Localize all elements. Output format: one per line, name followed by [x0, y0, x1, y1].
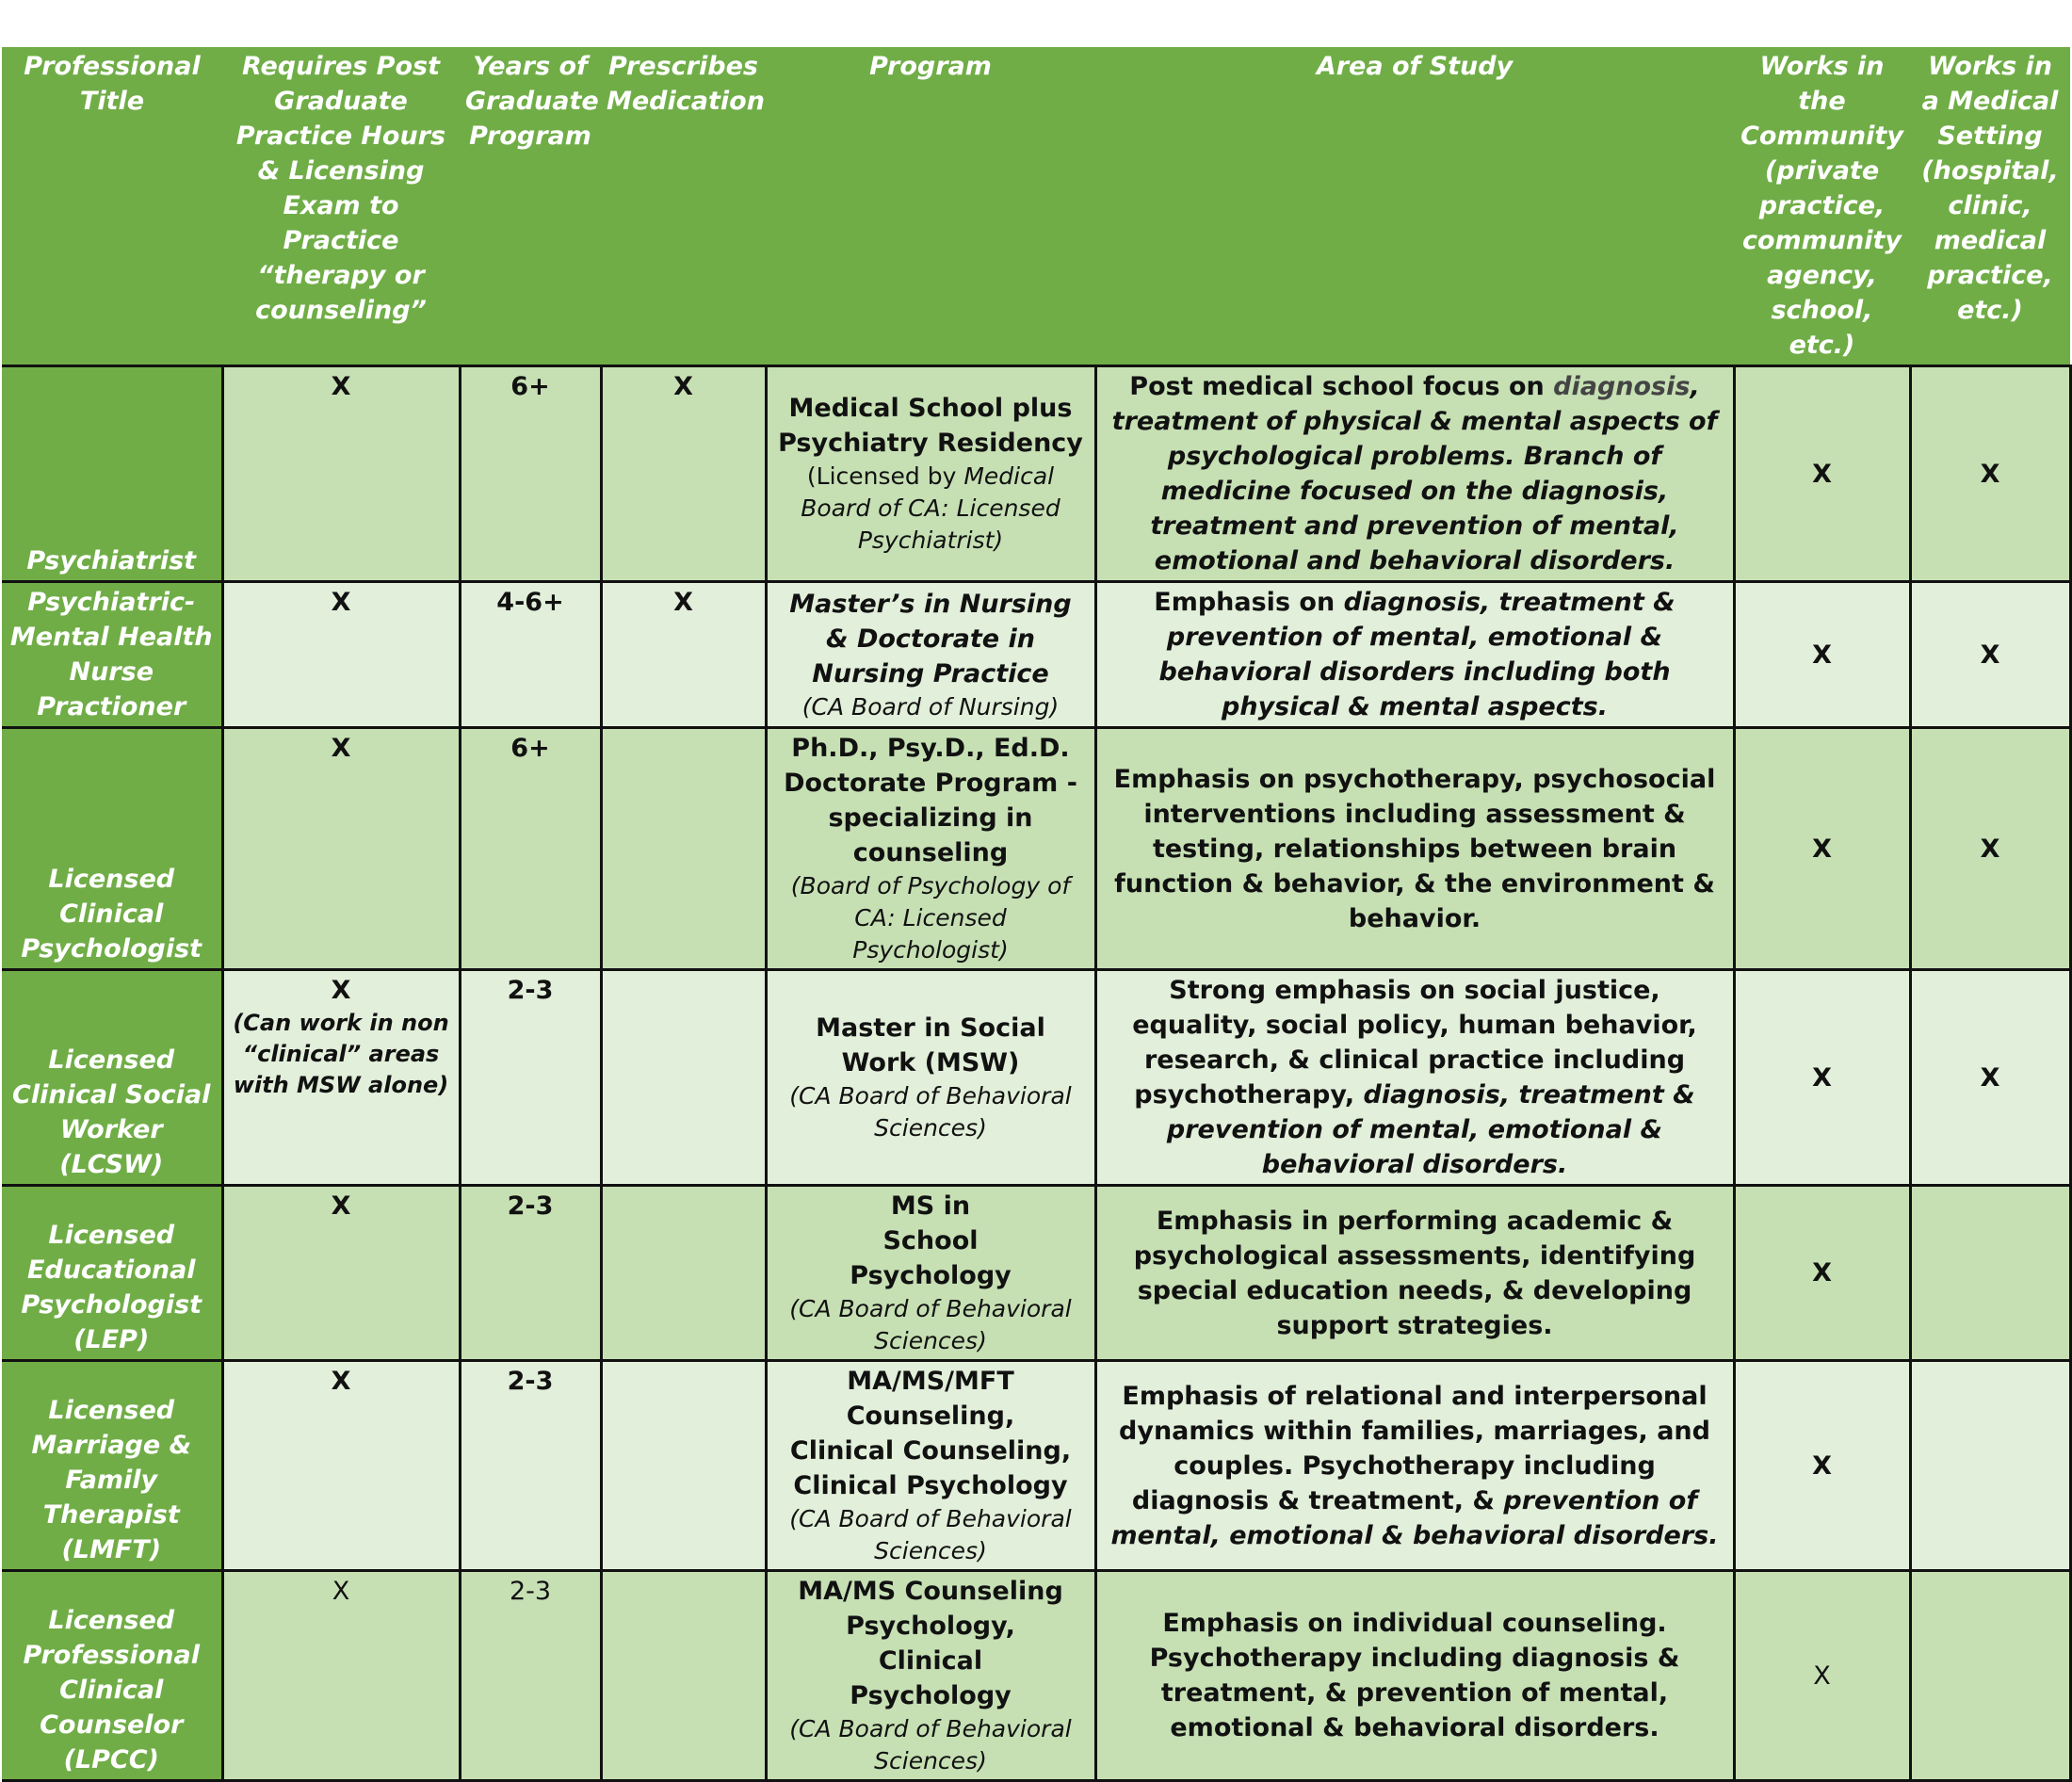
program-name: Psychology — [850, 1261, 1012, 1290]
program-cell — [766, 1186, 1095, 1361]
community-cell: X — [1734, 1186, 1910, 1361]
program-name: Psychology — [850, 1681, 1012, 1710]
table-row — [2, 1361, 2070, 1571]
program-name: MA/MS/MFT — [847, 1367, 1014, 1396]
years-cell: 2-3 — [460, 970, 601, 1186]
row-title: Licensed Clinical Social Worker (LCSW) — [2, 970, 222, 1186]
years-cell: 2-3 — [460, 1571, 601, 1781]
license-board: (CA Board of Behavioral Sciences) — [789, 1505, 1072, 1564]
program-name: Ph.D., Psy.D., Ed.D. Doctorate Program - specializing in counseling — [784, 734, 1077, 867]
header-years: Years of Graduate Program — [460, 47, 601, 366]
area-cell — [1095, 366, 1734, 582]
header-professional-title: Professional Title — [2, 47, 222, 366]
area-text-b: diagnosis, treatment & prevention of mental, emotional & behavioral disorders. — [1166, 1080, 1695, 1179]
prescribes-cell: X — [601, 366, 766, 582]
prescribes-cell — [601, 1571, 766, 1781]
area-text-b: diagnosis, treatment & prevention of mental, emotional & behavioral disorders including both physical & mental aspects. — [1158, 588, 1675, 721]
prescribes-cell — [601, 728, 766, 970]
header-works-medical: Works in a Medical Setting (hospital, clinic, medical practice, etc.) — [1910, 47, 2070, 366]
requires-note: (Can work in non “clinical” areas with MSW alone) — [233, 1010, 449, 1098]
program-cell — [766, 582, 1095, 728]
medical-cell: X — [1910, 582, 2070, 728]
header-area-of-study: Area of Study — [1095, 47, 1734, 366]
medical-cell: X — [1910, 366, 2070, 582]
program-cell — [766, 970, 1095, 1186]
program-name: MS in — [890, 1191, 971, 1221]
row-title: Psychiatrist — [2, 366, 222, 582]
program-cell — [766, 366, 1095, 582]
license-prefix: (Licensed by — [806, 462, 964, 490]
program-name: Psychology, — [846, 1612, 1015, 1641]
row-title: Licensed Clinical Psychologist — [2, 728, 222, 970]
requires-cell: X — [222, 1186, 460, 1361]
area-cell: Emphasis on individual counseling. Psychotherapy including diagnosis & treatment, & prevention of mental, emotional & behavioral disorders. — [1095, 1571, 1734, 1781]
program-name: Master in Social Work (MSW) — [816, 1013, 1045, 1077]
header-program: Program — [766, 47, 1095, 366]
community-cell: X — [1734, 1571, 1910, 1781]
area-text-c: , treatment of physical & mental aspects of psychological problems. Branch of medicine focused on the diagnosis, treatment and prevention of mental, emotional and behavioral disorders. — [1111, 372, 1718, 575]
years-cell: 2-3 — [460, 1186, 601, 1361]
license-board: (CA Board of Behavioral Sciences) — [789, 1082, 1072, 1142]
header-row — [2, 47, 2070, 366]
area-cell — [1095, 970, 1734, 1186]
program-name: Clinical — [878, 1646, 983, 1676]
years-cell: 6+ — [460, 728, 601, 970]
medical-cell: X — [1910, 970, 2070, 1186]
table-row — [2, 582, 2070, 728]
table-row — [2, 728, 2070, 970]
prescribes-cell — [601, 1186, 766, 1361]
area-cell — [1095, 1361, 1734, 1571]
prescribes-cell — [601, 970, 766, 1186]
header-requires-hours: Requires Post Graduate Practice Hours & Licensing Exam to Practice “therapy or counseling” — [222, 47, 460, 366]
area-text-b: prevention of mental, emotional & behavioral disorders. — [1110, 1485, 1719, 1550]
program-name: & Doctorate in Nursing Practice — [812, 624, 1049, 688]
header-works-community: Works in the Community (private practice, community agency, school, etc.) — [1734, 47, 1910, 366]
license-board: (Board of Psychology of CA: Licensed Psychologist) — [790, 872, 1071, 964]
table-row — [2, 1571, 2070, 1781]
table-row — [2, 366, 2070, 582]
community-cell: X — [1734, 1361, 1910, 1571]
license-board — [775, 461, 1087, 557]
license-board: (CA Board of Behavioral Sciences) — [789, 1295, 1072, 1354]
license-name: Medical Board of CA: Licensed Psychiatrist) — [801, 462, 1060, 554]
license-board: (CA Board of Nursing) — [801, 692, 1060, 721]
community-cell: X — [1734, 582, 1910, 728]
requires-cell: X — [222, 728, 460, 970]
program-name: Counseling, — [846, 1401, 1015, 1431]
comparison-table — [2, 47, 2070, 1782]
table-row — [2, 970, 2070, 1186]
program-cell — [766, 1361, 1095, 1571]
requires-mark: X — [331, 976, 351, 1005]
requires-cell: X — [222, 1571, 460, 1781]
area-cell: Emphasis on psychotherapy, psychosocial interventions including assessment & testing, relationships between brain function & behavior, & the environment & behavior. — [1095, 728, 1734, 970]
area-text-a: Post medical school focus on — [1129, 372, 1554, 401]
header-prescribes: Prescribes Medication — [601, 47, 766, 366]
community-cell: X — [1734, 728, 1910, 970]
row-title: Psychiatric-Mental Health Nurse Practioner — [2, 582, 222, 728]
row-title: Licensed Educational Psychologist (LEP) — [2, 1186, 222, 1361]
years-cell: 2-3 — [460, 1361, 601, 1571]
medical-cell — [1910, 1186, 2070, 1361]
years-cell: 6+ — [460, 366, 601, 582]
license-board: (CA Board of Behavioral Sciences) — [789, 1715, 1072, 1774]
community-cell: X — [1734, 366, 1910, 582]
requires-cell: X — [222, 582, 460, 728]
medical-cell — [1910, 1571, 2070, 1781]
area-cell — [1095, 582, 1734, 728]
requires-cell: X — [222, 1361, 460, 1571]
area-text-b: diagnosis — [1553, 372, 1691, 401]
community-cell: X — [1734, 970, 1910, 1186]
requires-cell — [222, 970, 460, 1186]
row-title: Licensed Marriage & Family Therapist (LMFT) — [2, 1361, 222, 1571]
medical-cell: X — [1910, 728, 2070, 970]
program-name: Clinical Counseling, — [789, 1436, 1072, 1466]
area-text-a: Emphasis of relational and interpersonal dynamics within families, marriages, and couples. Psychotherapy including diagnosis & treatment, & — [1119, 1381, 1710, 1515]
program-name: Master’s in Nursing — [789, 589, 1072, 619]
program-name: MA/MS Counseling — [798, 1577, 1063, 1606]
table-row — [2, 1186, 2070, 1361]
program-name: Medical School plus Psychiatry Residency — [778, 394, 1083, 458]
prescribes-cell: X — [601, 582, 766, 728]
area-text-a: Emphasis on — [1154, 588, 1344, 617]
program-cell — [766, 1571, 1095, 1781]
medical-cell — [1910, 1361, 2070, 1571]
area-cell: Emphasis in performing academic & psychological assessments, identifying special education needs, & developing support strategies. — [1095, 1186, 1734, 1361]
prescribes-cell — [601, 1361, 766, 1571]
program-cell — [766, 728, 1095, 970]
area-text-a: Strong emphasis on social justice, equality, social policy, human behavior, research, & clinical practice including psychotherapy, — [1132, 976, 1697, 1110]
years-cell: 4-6+ — [460, 582, 601, 728]
row-title: Licensed Professional Clinical Counselor (LPCC) — [2, 1571, 222, 1781]
program-name: School — [882, 1226, 979, 1256]
requires-cell: X — [222, 366, 460, 582]
program-name: Clinical Psychology — [793, 1471, 1068, 1500]
